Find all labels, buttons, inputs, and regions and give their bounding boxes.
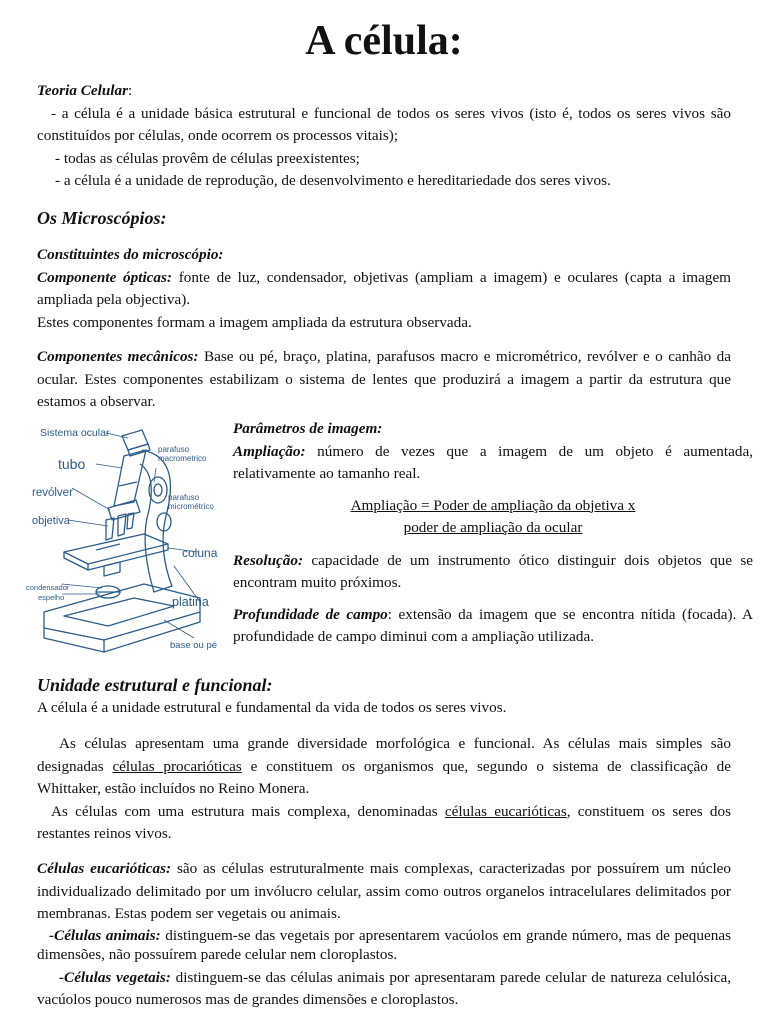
microscopios-heading: Os Microscópios: bbox=[37, 208, 167, 228]
ampliacao-text: número de vezes que a imagem de um objeto é aumentada, relativamente ao tamanho real. bbox=[233, 442, 753, 482]
microscope-diagram bbox=[24, 416, 224, 666]
label-parafuso-macro-1: parafuso bbox=[158, 445, 190, 454]
profundidade-text: : extensão da imagem que se encontra nítida (focada). A profundidade de campo diminui com a ampliação utilizada. bbox=[233, 605, 753, 645]
teoria-item-2: - todas as células provêm de células preexistentes; bbox=[55, 149, 360, 167]
eucarioticas-text: são as células estruturalmente mais complexas, caracterizadas por possuírem um núcleo individualizado delimitado por um invólucro celular, assim como outros organelos intracelulares delimitados por membranas. Estas podem ser vegetais ou animais. bbox=[37, 860, 731, 922]
label-condensador: condensador bbox=[26, 583, 70, 592]
constituintes-block bbox=[37, 244, 731, 334]
mecanicos-block bbox=[37, 346, 731, 414]
label-revolver: revólver bbox=[32, 487, 73, 499]
procarioticas-block bbox=[37, 733, 731, 846]
animais-label: -Células animais: bbox=[49, 926, 161, 944]
opticas-text-2: Estes componentes formam a imagem ampliada da estrutura observada. bbox=[37, 313, 472, 331]
label-sistema-ocular: Sistema ocular bbox=[40, 427, 110, 439]
vegetais-label: -Células vegetais: bbox=[59, 968, 171, 986]
formula-line-1: Ampliação = Poder de ampliação da objetiva x bbox=[350, 496, 636, 514]
teoria-item-3: - a célula é a unidade de reprodução, de desenvolvimento e hereditariedade dos seres vivos. bbox=[55, 172, 611, 189]
mecanicos-label: Componentes mecânicos: bbox=[37, 348, 199, 365]
resolucao-text: capacidade de um instrumento ótico distinguir dois objetos que se encontram muito próximos. bbox=[233, 551, 753, 591]
p2-text-b: , constituem os seres dos restantes reinos vivos. bbox=[37, 802, 732, 842]
label-objetiva: objetiva bbox=[32, 515, 70, 527]
formula-line-2: poder de ampliação da ocular bbox=[403, 519, 583, 536]
teoria-colon: : bbox=[128, 82, 133, 99]
resolucao-label: Resolução: bbox=[233, 551, 304, 569]
procarioticas-term: células procarióticas bbox=[112, 757, 242, 775]
mecanicos-text: Base ou pé, braço, platina, parafusos macro e micrométrico, revólver e o canhão da ocular. Estes componentes estabilizam o sistema de lentes que produzirá a imagem a partir da estrutura que estamos a observar. bbox=[37, 348, 731, 410]
teoria-celular-section bbox=[37, 80, 731, 193]
label-platina: platina bbox=[172, 595, 209, 609]
label-tubo: tubo bbox=[58, 456, 86, 472]
unidade-section bbox=[37, 674, 731, 719]
eucarioticas-block bbox=[37, 858, 731, 1012]
parametros-heading: Parâmetros de imagem: bbox=[233, 420, 383, 437]
page-title: A célula: bbox=[305, 18, 463, 64]
teoria-heading: Teoria Celular bbox=[37, 82, 128, 99]
ampliacao-label: Ampliação: bbox=[233, 442, 306, 460]
microscopios-section bbox=[37, 207, 731, 230]
label-coluna: coluna bbox=[182, 546, 218, 560]
constituintes-heading: Constituintes do microscópio: bbox=[37, 246, 224, 263]
p1-text-b: e constituem os organismos que, segundo o sistema de classificação de Whittaker, estão incluídos no Reino Monera. bbox=[37, 757, 731, 797]
label-base: base ou pé bbox=[170, 640, 218, 651]
parametros-section bbox=[233, 418, 753, 649]
label-espelho: espelho bbox=[38, 593, 65, 602]
eucarioticas-term: células eucarióticas bbox=[444, 802, 567, 820]
unidade-intro: A célula é a unidade estrutural e fundamental da vida de todos os seres vivos. bbox=[37, 698, 507, 716]
p2-text-a: As células com uma estrutura mais complexa, denominadas bbox=[51, 802, 445, 820]
profundidade-label: Profundidade de campo bbox=[233, 605, 388, 623]
animais-text: distinguem-se das vegetais por apresentarem vacúolos em grande número, mas de pequenas dimensões, não possuírem parede celular nem cloroplastos. bbox=[37, 926, 731, 963]
label-parafuso-micro-2: micrométrico bbox=[168, 502, 214, 511]
label-parafuso-macro-2: macrometrico bbox=[158, 454, 207, 463]
vegetais-text: distinguem-se das células animais por apresentaram parede celular de natureza celulósica, vacúolos pouco numerosos mas de grandes dimensões e cloroplastos. bbox=[37, 968, 731, 1008]
opticas-label: Componente ópticas: bbox=[37, 268, 172, 286]
p1-text-a: As células apresentam uma grande diversidade morfológica e funcional. As células mais simples são designadas bbox=[37, 735, 731, 775]
teoria-item-1: - a célula é a unidade básica estrutural e funcional de todos os seres vivos (isto é, todos os seres vivos são constituídos por células, onde ocorrem os processos vitais); bbox=[37, 104, 731, 144]
opticas-text: fonte de luz, condensador, objetivas (ampliam a imagem) e oculares (capta a imagem ampliada pela objectiva). bbox=[37, 268, 731, 308]
eucarioticas-label: Células eucarióticas: bbox=[37, 860, 172, 877]
unidade-heading: Unidade estrutural e funcional: bbox=[37, 675, 273, 695]
label-parafuso-micro-1: parafuso bbox=[168, 493, 200, 502]
